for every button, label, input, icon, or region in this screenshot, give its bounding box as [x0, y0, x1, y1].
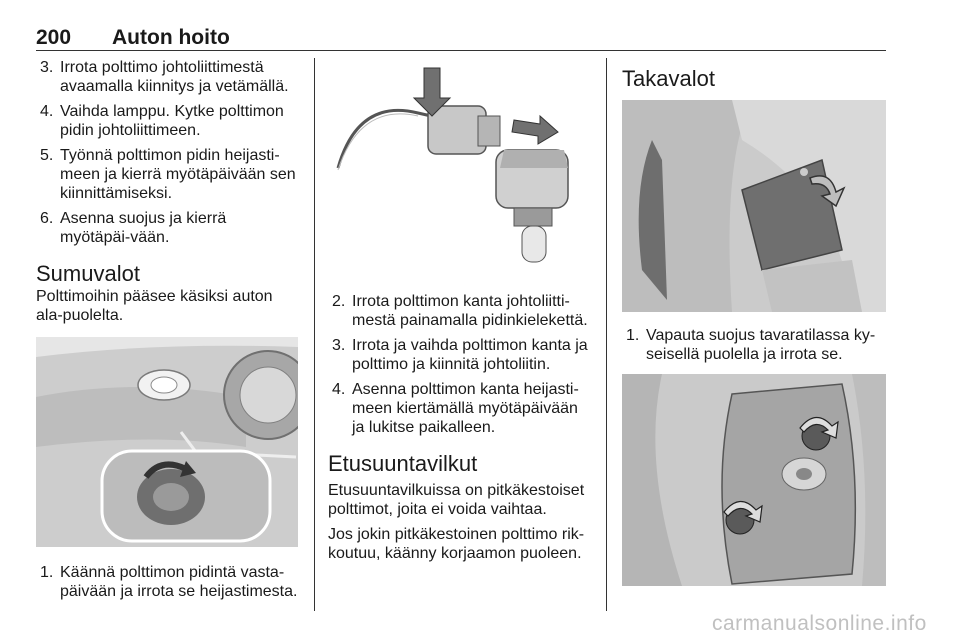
list-item: 4. Vaihda lamppu. Kytke polttimon pidin johtoliittimeen.: [40, 103, 284, 139]
tail-light-drawing: [622, 374, 886, 586]
page-header: [36, 4, 886, 49]
list-item: 3. Irrota polttimo johtoliittimestä avaamalla kiinnitys ja vetämällä.: [40, 59, 289, 95]
column-divider: [314, 58, 315, 611]
section-heading-sumuvalot: Sumuvalot: [36, 261, 140, 286]
page-title: Auton hoito: [112, 26, 230, 49]
list-item: 3. Irrota ja vaihda polttimon kanta ja polttimo ja kiinnitä johtoliitin.: [332, 337, 588, 373]
watermark: carmanualsonline.info: [712, 612, 927, 635]
page-number: 200: [36, 26, 72, 49]
fog-light-illustration: [36, 337, 298, 547]
fog-light-drawing: [36, 337, 298, 547]
paragraph-2: Jos jokin pitkäkestoinen polttimo rik-koutuu, käänny korjaamon puoleen.: [328, 526, 585, 562]
section-heading-takavalot: Takavalot: [622, 66, 715, 91]
step-list: [36, 58, 298, 247]
column-2: [328, 58, 590, 563]
trunk-cover-illustration: [622, 100, 886, 312]
step-list: [328, 292, 590, 437]
header-rule: [36, 50, 886, 51]
list-item: 4. Asenna polttimon kanta heijasti-meen kiertämällä myötäpäivään ja lukitse paikalleen.: [332, 381, 579, 436]
column-1: [36, 58, 298, 607]
intro-text: Polttimoihin pääsee käsiksi auton ala-puolelta.: [36, 288, 273, 324]
section-heading-etusuuntavilkut: Etusuuntavilkut: [328, 451, 478, 476]
list-item: 1. Käännä polttimon pidintä vasta-päivään ja irrota se heijastimesta.: [40, 564, 298, 600]
column-3: [622, 58, 886, 586]
tail-light-illustration: [622, 374, 886, 586]
bulb-socket-illustration: [328, 58, 590, 276]
column-divider: [606, 58, 607, 611]
trunk-cover-drawing: [622, 100, 886, 312]
paragraph-1: Etusuuntavilkuissa on pitkäkestoiset polttimot, joita ei voida vaihtaa.: [328, 482, 585, 518]
list-item: 5. Työnnä polttimon pidin heijasti-meen ja kierrä myötäpäivään sen kiinnittämiseksi.: [40, 147, 296, 202]
list-item: 1. Vapauta suojus tavaratilassa ky-seisellä puolella ja irrota se.: [626, 327, 876, 363]
list-item: 6. Asenna suojus ja kierrä myötäpäi-vään.: [40, 210, 227, 246]
list-item: 2. Irrota polttimon kanta johtoliitti-mestä painamalla pidinkielekettä.: [332, 293, 588, 329]
step-list: [622, 326, 886, 364]
bulb-socket-drawing: [328, 58, 590, 276]
step-list: [36, 563, 298, 601]
